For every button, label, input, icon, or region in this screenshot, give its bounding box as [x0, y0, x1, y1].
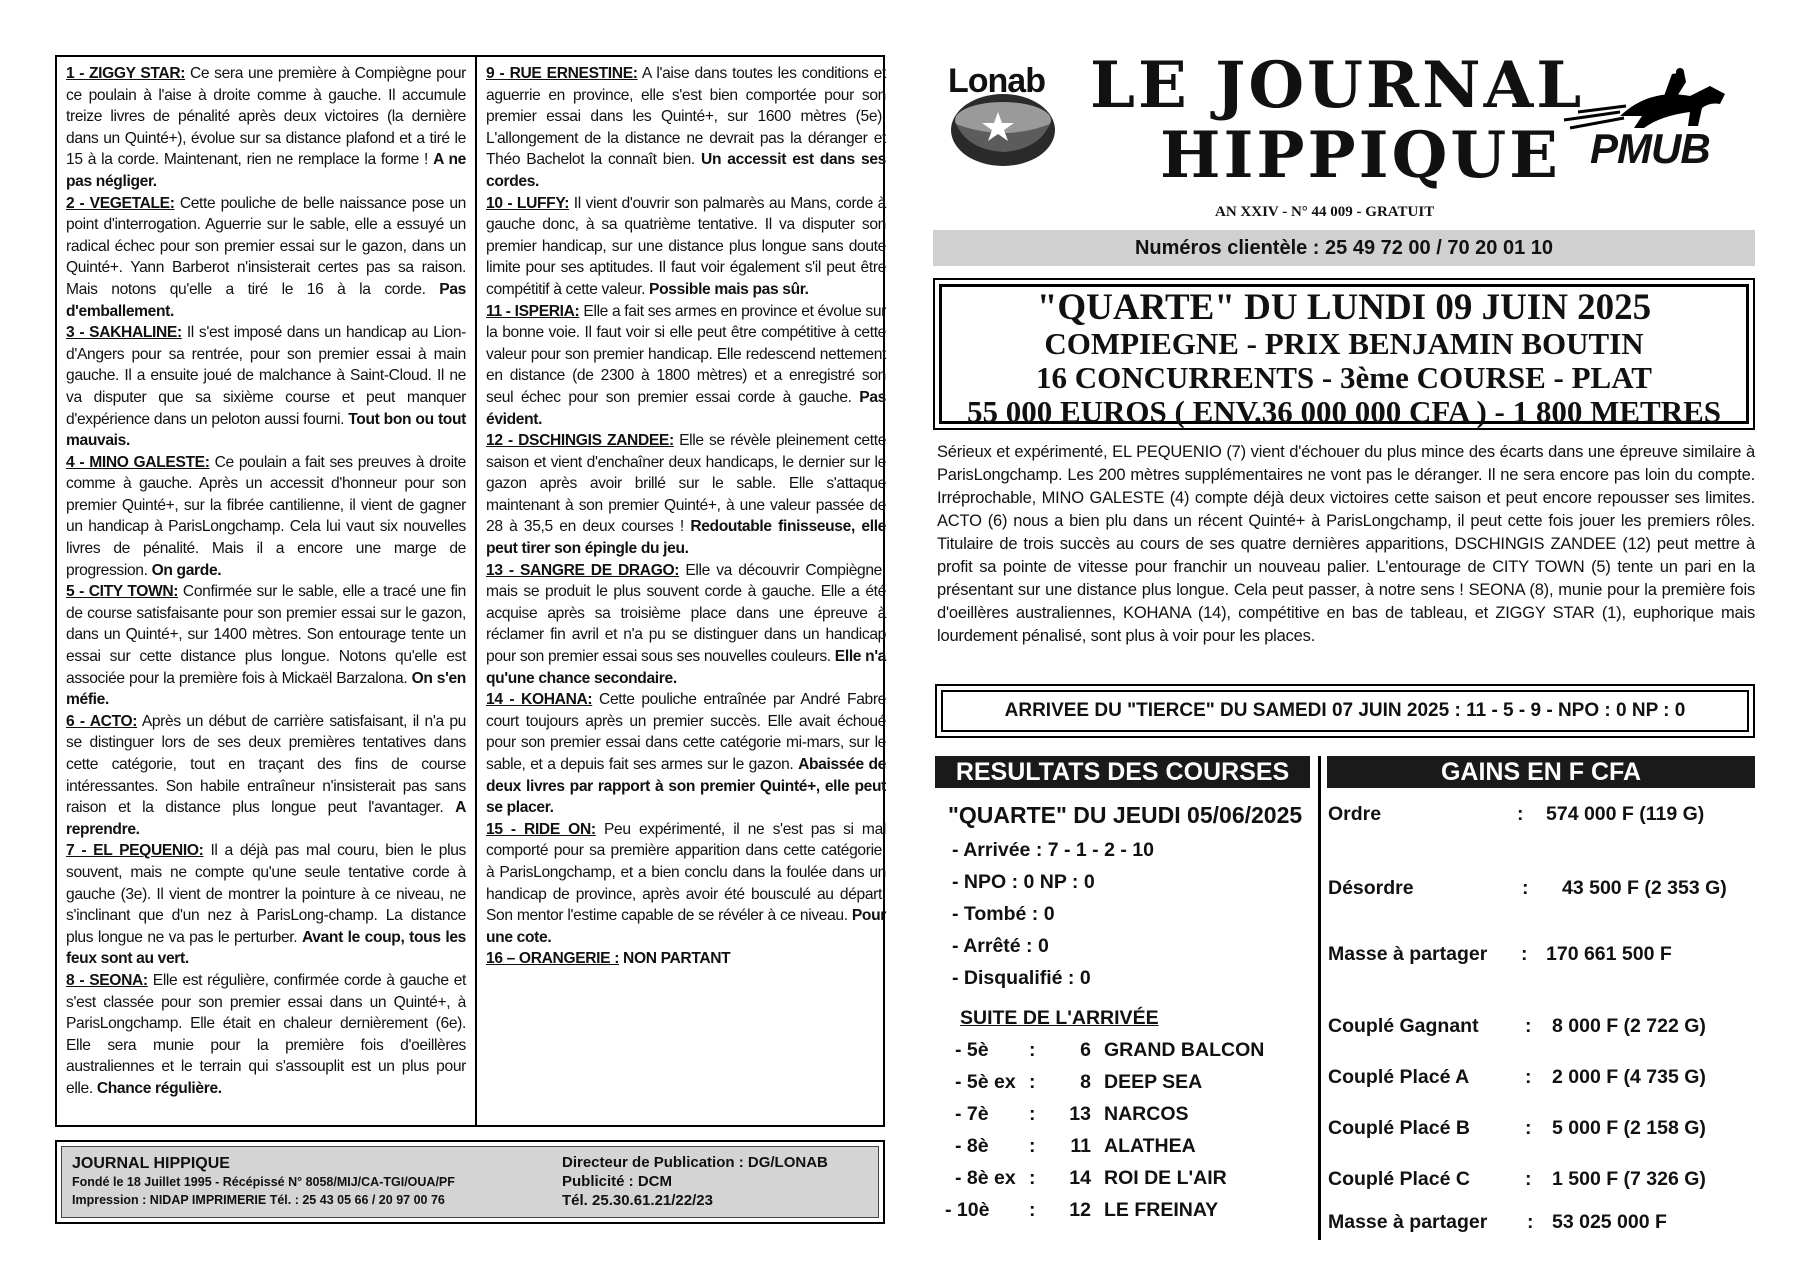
suite-horse: LE FREINAY	[1104, 1199, 1219, 1221]
gain-colon: :	[1522, 877, 1529, 899]
horse-text: Cette pouliche de belle naissance pose un point d'interrogation. Aguerrie sur le sable, elle a essuyé un radical échec pour son premier essai sur le gazon, dans un Quinté+. Yann Barberot n'insisterait certes pas sa raison. Mais notons qu'elle a tiré le 16 à la corde.	[66, 194, 467, 298]
horse-entry	[486, 948, 886, 970]
gain-value: 170 661 500 F	[1546, 943, 1672, 965]
horse-entry	[66, 193, 466, 323]
horse-heading: 6 - ACTO:	[66, 712, 138, 730]
suite-horse: NARCOS	[1104, 1103, 1189, 1125]
gain-value: 2 000 F (4 735 G)	[1552, 1066, 1706, 1088]
horse-verdict: Redoutable finisseuse, elle peut tirer son épingle du jeu.	[486, 518, 886, 558]
imprint-name: JOURNAL HIPPIQUE	[72, 1155, 230, 1172]
imprint-founded: Fondé le 18 Juillet 1995 - Récépissé N° 8058/MIJ/CA-TGI/OUA/PF	[72, 1175, 455, 1189]
horse-heading: 12 - DSCHINGIS ZANDEE:	[486, 432, 674, 450]
horse-text: Ce poulain a fait ses preuves à droite comme à gauche. Après un accessit d'honneur pour son premier Quinté+, sur la fibrée cantilienne, il vient de gagner un handicap à ParisLongchamp. Cela lui vaut six nouvelles livres de pénalité. Mais il a encore une marge de progression.	[66, 453, 466, 579]
imprint-footer	[55, 1140, 885, 1224]
horse-text: Elle se révèle pleinement cette saison et vient d'enchaîner deux handicaps, le dernier sur le gazon après avoir brillé sur le sable. Elle s'attaque maintenant à son premier Quinté+, à une valeur passée de 28 à 35,5 en deux courses !	[486, 432, 887, 536]
gain-label: Désordre	[1328, 877, 1414, 899]
gain-label: Ordre	[1328, 803, 1382, 825]
gain-label: Couplé Gagnant	[1328, 1015, 1479, 1037]
customer-phone-bar: Numéros clientèle : 25 49 72 00 / 70 20 01 10	[933, 230, 1755, 266]
horse-entry	[486, 689, 886, 819]
horse-verdict: On garde.	[151, 561, 222, 579]
results-gains-divider	[1318, 756, 1321, 1240]
imprint-panel	[61, 1146, 879, 1218]
horse-verdict: Elle n'a qu'une chance secondaire.	[486, 648, 886, 687]
commentary-column-1	[66, 63, 466, 1100]
column-divider	[475, 57, 477, 1125]
horse-verdict: Abaissée de deux livres par rapport à son premier Quinté+, elle peut se placer.	[486, 756, 886, 817]
horse-verdict: A ne pas négliger.	[66, 151, 466, 190]
suite-horse: ROI DE L'AIR	[1104, 1167, 1227, 1189]
imprint-printer: Impression : NIDAP IMPRIMERIE Tél. : 25 43 05 66 / 20 97 00 76	[72, 1193, 445, 1207]
horse-heading: 10 - LUFFY:	[486, 194, 570, 212]
tierce-arrival-box	[935, 684, 1755, 738]
horse-heading: 11 - ISPERIA:	[486, 302, 580, 320]
pmub-wordmark: PMUB	[1590, 125, 1710, 172]
suite-colon: :	[1029, 1199, 1036, 1221]
horse-verdict: Pour une cote.	[486, 907, 886, 946]
horse-text: Cette pouliche entraînée par André Fabre court toujours après un premier succès. Elle avait échoué pour son premier essai dans cette catégorie mi-mars, sur le sable, et a depuis fait ses armes sur le gazon.	[486, 691, 886, 773]
horse-text: Confirmée sur le sable, elle a tracé une fin de course satisfaisante pour son premier essai sur le gazon, dans un Quinté+, sur 1400 mètres. Son entourage tente un essai sur cette distance plus longue. Notons qu'elle est associée pour la première fois à Mickaël Barzalona.	[66, 583, 466, 687]
gain-label: Masse à partager	[1328, 943, 1488, 965]
result-line: - Disqualifié : 0	[952, 967, 1091, 989]
quarte-headline-inner	[939, 284, 1749, 429]
horse-verdict: Pas évident.	[486, 388, 886, 428]
suite-number: 12	[1069, 1199, 1091, 1221]
horse-text: A l'aise dans toutes les conditions et aguerrie en province, elle s'est bien comportée pour son premier essai dans les Quinté+, sur 1600 mètres (5e). L'allongement de la distance ne devrait pas la déranger et Théo Bachelot la connaît bien.	[486, 65, 886, 169]
horse-text: Il a déjà pas mal couru, bien le plus souvent, mais ne compte qu'une seule tentative corde à gauche (3e). Il vient de montrer la pointure à ce niveau, ne s'inclinant que d'un nez à ParisLong-champ. La distance plus longue ne va pas le perturber.	[66, 842, 467, 946]
quarte-summary: Sérieux et expérimenté, EL PEQUENIO (7) vient d'échouer du plus mince des écarts dans une épreuve similaire à ParisLongchamp. Les 200 mètres supplémentaires ne vont pas le déranger. Il ne sera encore pas loin du compte. Irréprochable, MINO GALESTE (4) compte déjà deux victoires cette saison et peut encore repousser ses limites. ACTO (6) nous a bien plu dans un récent Quinté+ à ParisLongchamp, il peut cette fois jouer les premiers rôles. Titulaire de trois succès au cours de ses quatre dernières apparitions, DSCHINGIS ZANDEE (12) peut mettre à profit sa pointe de vitesse pour franchir un nouveau palier. L'entourage de CITY TOWN (5) tente un pari en la présentant sur une distance plus longue. Cela peut passer, à notre sens ! SEONA (8), munie pour la première fois d'oeillères australiennes, KOHANA (14), compétitive en bas de tableau, et ZIGGY STAR (1), euphorique mais lourdement pénalisé, sont plus à voir pour les places.	[937, 443, 1755, 645]
gain-colon: :	[1521, 943, 1528, 965]
quarte-venue: COMPIEGNE - PRIX BENJAMIN BOUTIN	[1044, 326, 1644, 361]
horse-heading: 15 - RIDE ON:	[486, 820, 596, 838]
suite-horse: GRAND BALCON	[1104, 1039, 1265, 1061]
suite-rank: - 8è	[955, 1135, 989, 1157]
horse-text: Il vient d'ouvrir son palmarès au Mans, corde à gauche donc, à sa quatrième tentative. Il va disputer son premier handicap, sur une distance plus longue sans doute limite pour ses aptitudes. Il faut voir également s'il peut être compétitif à cette valeur.	[486, 194, 886, 298]
horse-entry	[486, 63, 886, 193]
horse-text: Il s'est imposé dans un handicap au Lion-d'Angers pour sa rentrée, pour son premier essai à main gauche. Il a ensuite joué de malchance à Saint-Cloud. Il ne va disputer que sa sixième course et peut manquer d'expérience dans un peloton aussi fourni.	[66, 324, 467, 428]
horse-entry	[66, 322, 466, 452]
horse-heading: 9 - RUE ERNESTINE:	[486, 65, 638, 82]
horse-entry	[486, 430, 886, 560]
horse-text: Elle a fait ses armes en province et évolue sur la bonne voie. Il faut voir si elle peut être compétitive à cette valeur pour son premier handicap. Elle redescend nettement en distance (de 2300 à 1800 mètres) et a enregistré son seul échec pour son premier essai corde à gauche.	[486, 302, 886, 406]
horse-heading: 2 - VEGETALE:	[66, 194, 175, 212]
masthead-title-line-1: LE JOURNAL	[1090, 48, 1585, 123]
horse-text: Peu expérimenté, il ne s'est pas si mal comporté pour sa première apparition dans cette catégorie, à ParisLongchamp, et a bien conclu dans la foulée dans un handicap de province, après avoir été bousculé au départ. Son mentor l'estime capable de se révéler à ce niveau.	[486, 820, 887, 925]
horse-verdict: Un accessit est dans ses cordes.	[486, 151, 886, 190]
suite-horse: ALATHEA	[1104, 1135, 1196, 1157]
horse-entry	[486, 301, 886, 431]
result-line: - Arrivée : 7 - 1 - 2 - 10	[952, 839, 1154, 861]
horse-entry	[486, 193, 886, 301]
suite-horse: DEEP SEA	[1104, 1071, 1203, 1093]
horse-text: Elle est régulière, confirmée corde à gauche et s'est classée pour son premier essai dans un Quinté+, à ParisLongchamp. Elle était en chaleur dernièrement (6e). Elle sera munie pour la première fois d'oeillères australiennes et le terrain qui s'assouplit est un plus pour elle.	[66, 971, 466, 1097]
suite-colon: :	[1029, 1167, 1036, 1189]
horse-entry	[486, 560, 886, 690]
suite-rank: - 5è ex	[955, 1071, 1016, 1093]
suite-colon: :	[1029, 1103, 1036, 1125]
horse-heading: 8 - SEONA:	[66, 971, 148, 989]
gain-colon: :	[1525, 1015, 1532, 1037]
masthead-title-line-2: HIPPIQUE	[1160, 118, 1561, 193]
quarte-title: "QUARTE" DU LUNDI 09 JUIN 2025	[1036, 287, 1652, 328]
gain-label: Couplé Placé A	[1328, 1066, 1470, 1088]
lonab-wordmark: Lonab	[948, 62, 1045, 100]
horse-entry	[66, 840, 466, 970]
horse-verdict: Tout bon ou tout mauvais.	[66, 410, 466, 450]
imprint-right	[562, 1153, 828, 1210]
gain-colon: :	[1517, 803, 1524, 825]
suite-number: 14	[1069, 1167, 1091, 1189]
gain-label: Couplé Placé C	[1328, 1168, 1470, 1190]
results-title: "QUARTE" DU JEUDI 05/06/2025	[948, 802, 1303, 828]
quarte-runners: 16 CONCURRENTS - 3ème COURSE - PLAT	[1036, 360, 1652, 395]
results-header: RESULTATS DES COURSES	[935, 756, 1310, 788]
suite-rank: - 8è ex	[955, 1167, 1016, 1189]
horse-text: Après un début de carrière satisfaisant, il n'a pu se distinguer lors de ses deux premières tentatives dans cette catégorie, tout en traçant des fins de course intéressantes. Son habile entraîneur n'insisterait pas sans raison et la distance plus longue peut l'avantager.	[66, 712, 466, 817]
horse-entry	[66, 711, 466, 841]
result-line: - Arrêté : 0	[952, 935, 1049, 957]
horse-heading: 1 - ZIGGY STAR:	[66, 65, 186, 82]
horse-text: Elle va découvrir Compiègne, mais se produit le plus souvent corde à gauche. Elle a été acquise après sa troisième place dans une épreuve à réclamer fin avril et n'a pu se distinguer dans un handicap pour son premier essai sous ses nouvelles couleurs.	[486, 561, 886, 666]
gain-colon: :	[1525, 1168, 1532, 1190]
gain-value: 1 500 F (7 326 G)	[1552, 1168, 1706, 1190]
imprint-director: Directeur de Publication : DG/LONAB	[562, 1154, 828, 1171]
result-line: - Tombé : 0	[952, 903, 1055, 925]
horse-entry	[66, 581, 466, 711]
horse-heading: 5 - CITY TOWN:	[66, 583, 179, 601]
suite-rank: - 5è	[955, 1039, 989, 1061]
horse-heading: 14 - KOHANA:	[486, 691, 593, 709]
suite-number: 8	[1080, 1071, 1091, 1093]
imprint-telephone: Tél. 25.30.61.21/22/23	[562, 1192, 713, 1209]
gain-label: Masse à partager	[1328, 1211, 1488, 1233]
commentary-column-2	[486, 63, 886, 970]
horse-heading: 16 – ORANGERIE :	[486, 950, 620, 968]
gain-colon: :	[1525, 1117, 1532, 1139]
horse-heading: 4 - MINO GALESTE:	[66, 453, 210, 471]
suite-rank: - 7è	[955, 1103, 989, 1125]
horse-verdict: On s'en méfie.	[66, 669, 466, 709]
imprint-advertising: Publicité : DCM	[562, 1173, 673, 1190]
gain-colon: :	[1527, 1211, 1534, 1233]
horse-verdict: Avant le coup, tous les feux sont au vert.	[66, 928, 466, 968]
horse-entry	[486, 819, 886, 949]
suite-colon: :	[1029, 1135, 1036, 1157]
horse-heading: 7 - EL PEQUENIO:	[66, 842, 204, 860]
horse-verdict: Pas d'emballement.	[66, 280, 466, 320]
suite-arrivee-title: SUITE DE L'ARRIVÉE	[960, 1007, 1159, 1029]
horse-entry	[66, 452, 466, 582]
gains-header: GAINS EN F CFA	[1327, 756, 1755, 788]
horse-verdict: Chance régulière.	[96, 1079, 222, 1097]
horse-entry	[66, 970, 466, 1100]
result-line: - NPO : 0 NP : 0	[952, 871, 1095, 893]
suite-number: 6	[1080, 1039, 1091, 1061]
gain-value: 5 000 F (2 158 G)	[1552, 1117, 1706, 1139]
gain-value: 53 025 000 F	[1552, 1211, 1667, 1233]
quarte-purse: 55 000 EUROS ( ENV.36 000 000 CFA ) - 1 800 METRES	[966, 394, 1722, 429]
suite-number: 11	[1070, 1135, 1091, 1157]
suite-colon: :	[1029, 1071, 1036, 1093]
issue-line: AN XXIV - N° 44 009 - GRATUIT	[1215, 204, 1435, 220]
horse-verdict: NON PARTANT	[623, 950, 731, 968]
horse-text: Ce sera une première à Compiègne pour ce poulain à l'aise à droite comme à gauche. Il accumule treize livres de pénalité après deux victoires (la dernière dans un Quinté+), évolue sur sa distance plafond et a tiré le 15 à la corde. Maintenant, rien ne remplace la forme !	[66, 65, 466, 169]
tierce-arrival-text: ARRIVEE DU "TIERCE" DU SAMEDI 07 JUIN 2025 : 11 - 5 - 9 - NPO : 0 NP : 0	[941, 690, 1749, 732]
horse-verdict: A reprendre.	[66, 799, 466, 838]
gain-value: 8 000 F (2 722 G)	[1552, 1015, 1706, 1037]
imprint-left	[72, 1155, 455, 1209]
horse-heading: 3 - SAKHALINE:	[66, 324, 182, 342]
horse-entry	[66, 63, 466, 193]
gain-value: 574 000 F (119 G)	[1546, 803, 1705, 825]
suite-rank: - 10è	[945, 1199, 990, 1221]
suite-colon: :	[1029, 1039, 1036, 1061]
commentary-box	[55, 55, 885, 1127]
gain-label: Couplé Placé B	[1328, 1117, 1470, 1139]
horse-heading: 13 - SANGRE DE DRAGO:	[486, 561, 680, 579]
suite-number: 13	[1069, 1103, 1091, 1125]
gain-value: 43 500 F (2 353 G)	[1562, 877, 1727, 899]
lonab-logo-icon	[948, 90, 1058, 170]
gain-colon: :	[1525, 1066, 1532, 1088]
quarte-headline-box	[933, 278, 1755, 430]
horse-verdict: Possible mais pas sûr.	[649, 280, 809, 298]
